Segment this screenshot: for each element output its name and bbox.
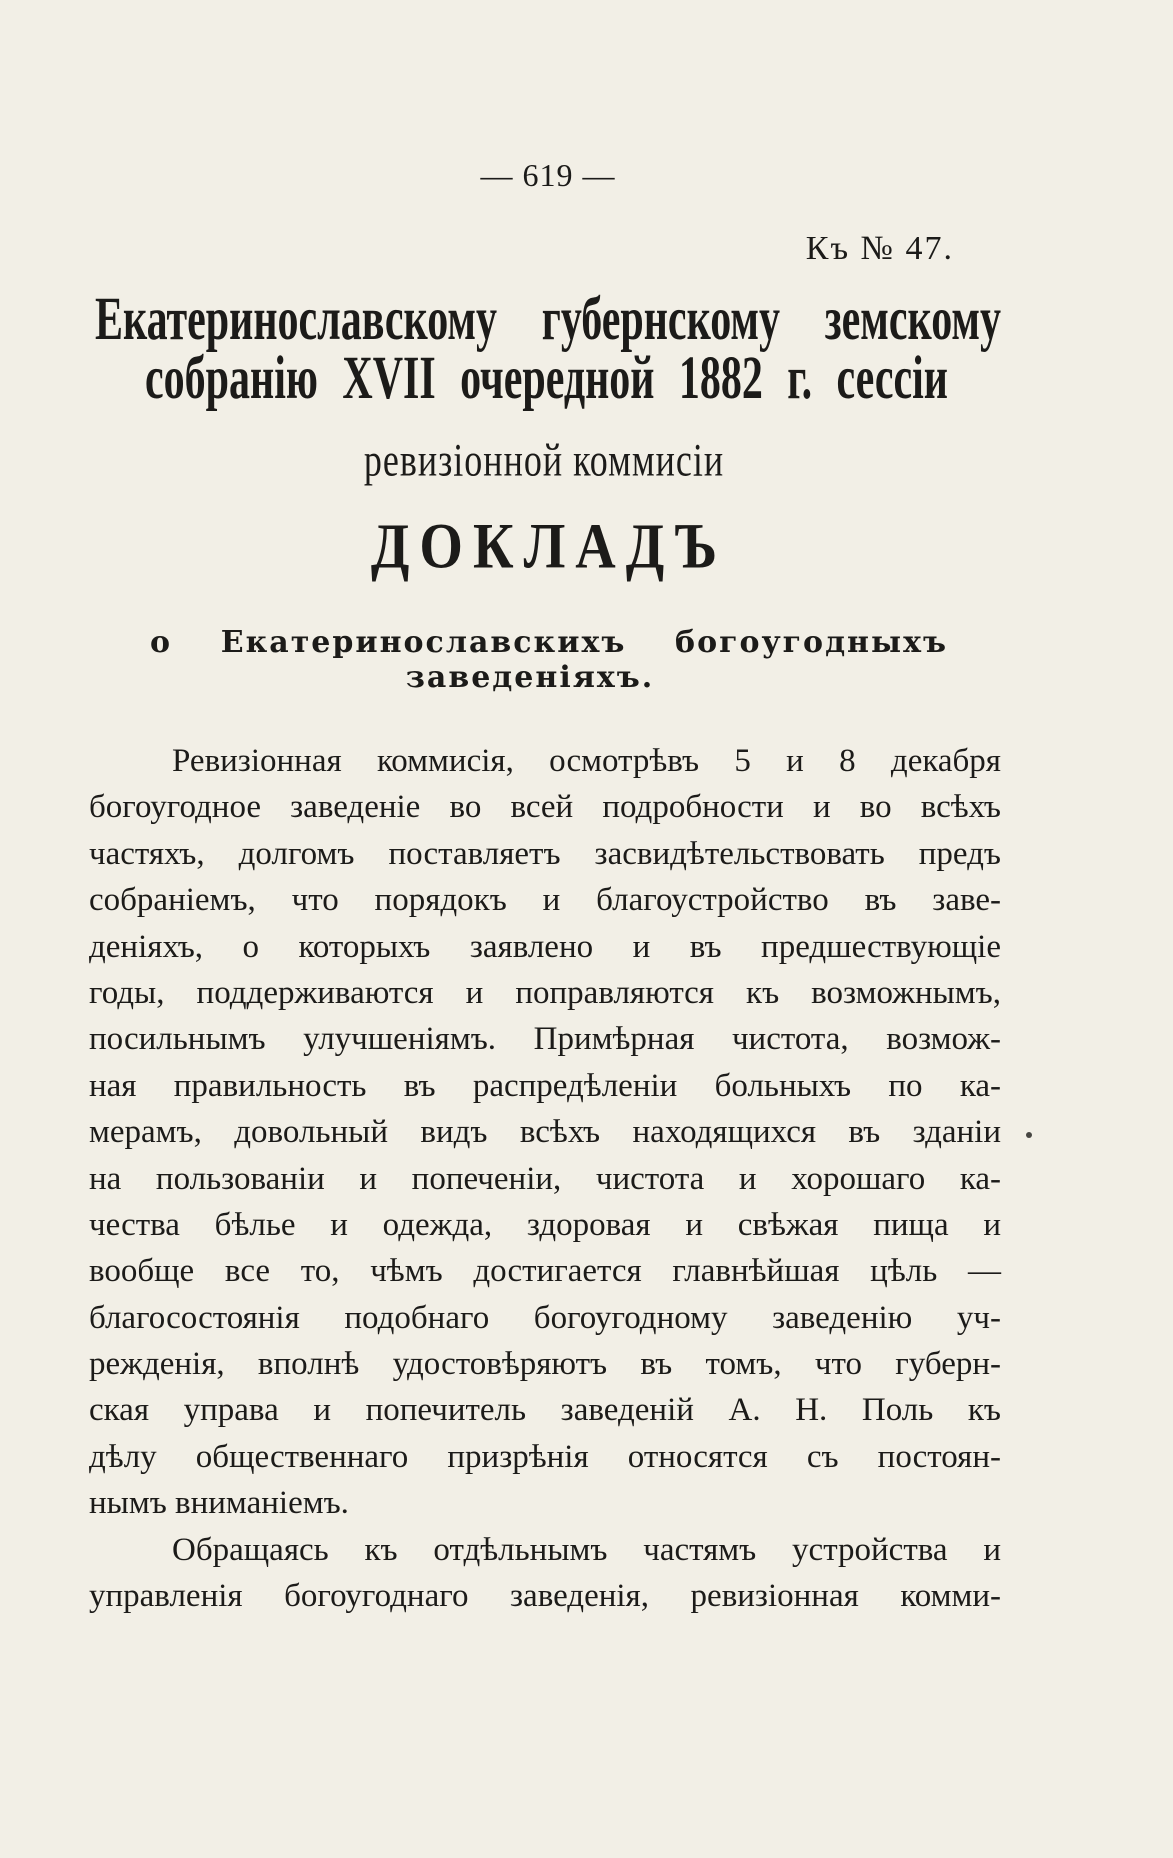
text-line: на пользованіи и попеченіи, чистота и хорошаго ка- [89,1160,1001,1197]
subject-line-2: заведеніяхъ. [405,660,655,695]
paragraph-1 [89,738,1001,1527]
document-reference-number: Къ № 47. [805,230,954,267]
addressee-line-2: собранію XVII очередной 1882 г. сессіи [145,345,948,413]
text-line: нымъ вниманіемъ. [89,1485,349,1522]
text-line: мерамъ, довольный видъ всѣхъ находящихся въ зданіи [89,1114,1001,1151]
document-title: ДОКЛАДЪ [370,511,728,583]
text-line: благосостоянія подобнаго богоугодному заведенію уч- [89,1299,1001,1336]
addressee-line-1: Екатеринославскому губернскому земскому [95,286,1001,354]
text-line: Обращаясь къ отдѣльнымъ частямъ устройства и [172,1531,1001,1568]
ink-dot-mark [1026,1132,1032,1138]
text-line: ская управа и попечитель заведеній А. Н. Поль къ [89,1392,1001,1429]
text-line: чества бѣлье и одежда, здоровая и свѣжая пища и [89,1206,1001,1243]
text-line: частяхъ, долгомъ поставляетъ засвидѣтельствовать предъ [89,835,1001,872]
text-line: посильнымъ улучшеніямъ. Примѣрная чистота, возмож- [89,1021,1001,1058]
text-line: годы, поддерживаются и поправляются къ возможнымъ, [89,974,1001,1011]
text-line: ная правильность въ распредѣленіи больныхъ по ка- [89,1067,1001,1104]
text-line: деніяхъ, о которыхъ заявлено и въ предшествующіе [89,928,1001,965]
paragraph-2 [89,1527,1001,1620]
text-line: богоугодное заведеніе во всей подробности и во всѣхъ [89,789,1001,826]
text-line: режденія, вполнѣ удостовѣряютъ въ томъ, что губерн- [89,1346,1001,1383]
text-line: Ревизіонная коммисія, осмотрѣвъ 5 и 8 декабря [172,743,1001,779]
page-number: — 619 — [480,157,616,193]
subject-line-1: о Екатеринославскихъ богоугодныхъ [150,625,948,660]
text-line: собраніемъ, что порядокъ и благоустройство въ заве- [89,882,1001,919]
text-line: управленія богоугоднаго заведенія, ревизіонная комми- [89,1578,1001,1615]
body-text [89,738,1001,1619]
text-line: дѣлу общественнаго призрѣнія относятся съ постоян- [89,1438,1001,1475]
author-line: ревизіонной коммисіи [363,434,725,486]
text-line: вообще все то, чѣмъ достигается главнѣйшая цѣль — [89,1253,1001,1290]
